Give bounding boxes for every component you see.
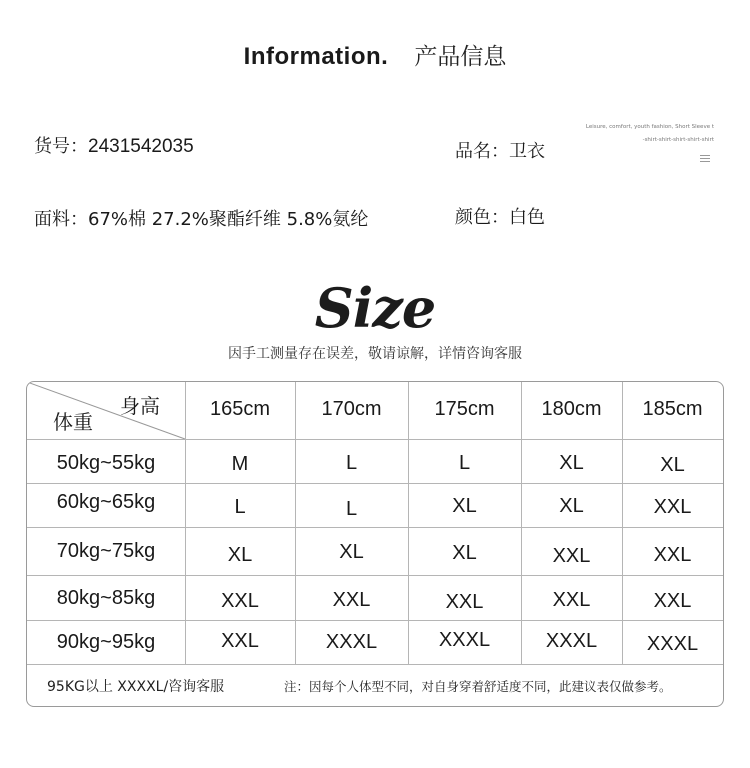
tagline — [586, 121, 714, 147]
footer-oversize-note: 95KG以上 XXXXL/咨询客服 — [47, 679, 225, 695]
size-cell: L — [345, 452, 358, 474]
title-zh: 产品信息 — [414, 44, 507, 70]
color-value: 白色 — [509, 207, 545, 228]
product-name-value: 卫衣 — [509, 141, 545, 162]
size-cell: XXL — [332, 589, 371, 611]
size-cell: XXXL — [545, 630, 598, 652]
size-cell: XXXL — [325, 631, 378, 653]
col-divider — [408, 382, 409, 664]
row-divider — [27, 527, 723, 528]
col-divider — [295, 382, 296, 664]
size-subtitle: 因手工测量存在误差，敬请谅解，详情咨询客服 — [228, 346, 522, 362]
corner-diagonal — [27, 382, 187, 440]
size-cell: XXL — [653, 590, 692, 612]
tagline-line2: -shirt-shirt-shirt-shirt-shirt — [642, 137, 714, 143]
size-cell: XXXL — [438, 629, 491, 651]
col-divider — [185, 382, 186, 664]
list-icon — [700, 155, 710, 165]
height-header: 175cm — [434, 398, 495, 420]
fabric-value: 67%棉 27.2%聚酯纤维 5.8%氨纶 — [88, 209, 369, 230]
color — [455, 203, 545, 229]
height-header: 165cm — [209, 398, 271, 420]
fabric-label: 面料 ： — [34, 209, 88, 230]
size-cell: L — [234, 496, 246, 518]
product-name-label: 品名 ： — [455, 141, 509, 162]
weight-cell: 60kg~65kg — [56, 491, 156, 513]
header — [0, 38, 750, 71]
size-cell: XXL — [552, 545, 591, 567]
size-cell: XXL — [653, 544, 692, 566]
footer-disclaimer: 注：因每个人体型不同，对自身穿着舒适度不同，此建议表仅做参考。 — [284, 679, 672, 694]
size-table — [26, 381, 724, 707]
weight-cell: 70kg~75kg — [56, 540, 156, 562]
tagline-line1: Leisure, comfort, youth fashion, Short Sleeve t — [585, 124, 714, 130]
row-divider — [27, 483, 723, 484]
size-title: Size — [314, 276, 436, 340]
corner-height-label: 身高 — [120, 394, 160, 418]
weight-cell: 50kg~55kg — [56, 452, 156, 474]
weight-cell: 80kg~85kg — [56, 587, 156, 609]
size-cell: L — [458, 452, 471, 474]
size-cell: XL — [660, 454, 685, 476]
size-cell: XXL — [221, 630, 259, 652]
size-cell: XXL — [445, 591, 484, 613]
row-divider — [27, 439, 723, 440]
product-name — [455, 137, 545, 163]
item-number-value: 2431542035 — [88, 136, 194, 157]
size-cell: XXXL — [646, 633, 699, 655]
size-cell: XL — [452, 495, 477, 517]
weight-cell: 90kg~95kg — [56, 631, 156, 653]
size-cell: XXL — [653, 496, 692, 518]
color-label: 颜色 ： — [455, 207, 509, 228]
height-header: 185cm — [642, 398, 703, 420]
title-en: Information. — [243, 43, 389, 70]
size-cell: XXL — [552, 589, 591, 611]
size-cell: XXL — [221, 590, 259, 612]
size-cell: M — [231, 453, 249, 475]
size-cell: XL — [559, 452, 584, 474]
row-divider — [27, 575, 723, 576]
size-cell: L — [345, 498, 358, 520]
size-cell: XL — [339, 541, 364, 563]
col-divider — [622, 382, 623, 664]
size-cell: XL — [227, 544, 253, 566]
col-divider — [521, 382, 522, 664]
row-divider — [27, 664, 723, 665]
item-number-label: 货号 ： — [34, 136, 88, 157]
item-number — [34, 132, 194, 158]
height-header: 170cm — [321, 398, 382, 420]
corner-weight-label: 体重 — [53, 410, 93, 434]
size-cell: XL — [559, 495, 584, 517]
fabric — [34, 205, 368, 231]
size-cell: XL — [452, 542, 477, 564]
height-header: 180cm — [541, 398, 602, 420]
row-divider — [27, 620, 723, 621]
